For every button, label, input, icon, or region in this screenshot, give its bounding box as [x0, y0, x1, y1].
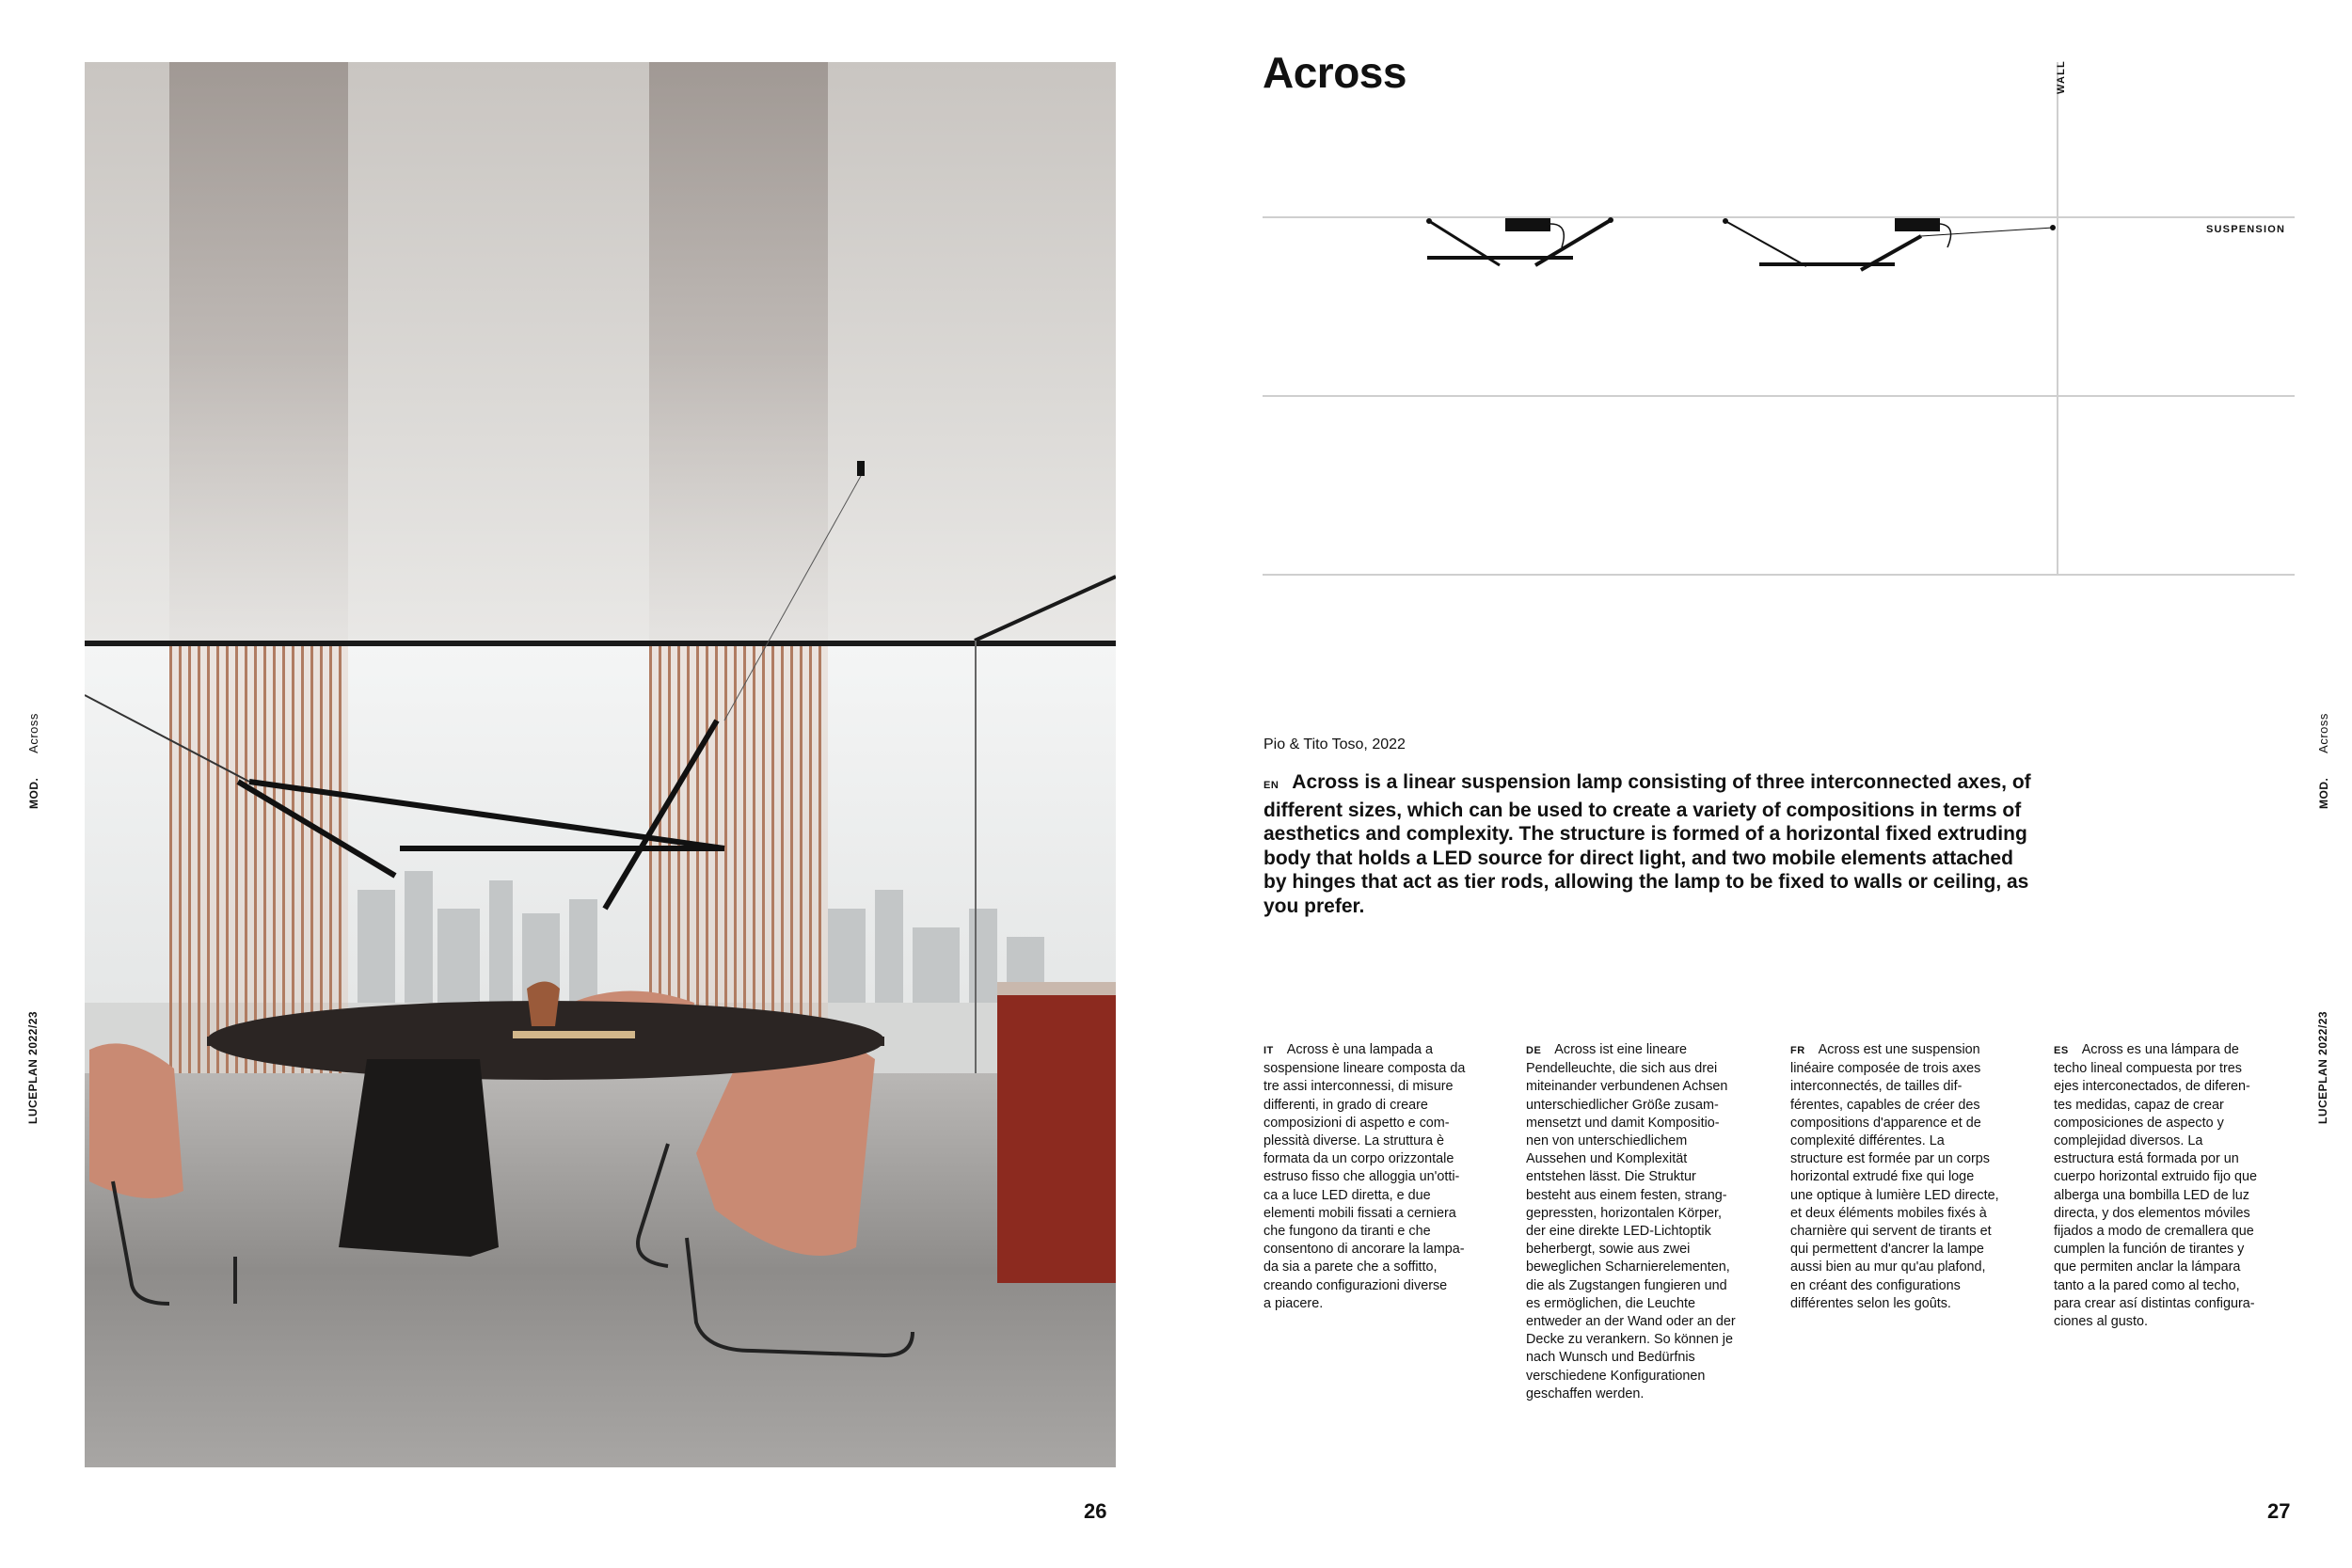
label-wall: WALL — [2056, 60, 2067, 94]
configuration-diagram — [1263, 62, 2295, 578]
interior-scene-image — [85, 62, 1116, 1467]
column-text-es: Across es una lámpara de techo lineal compuesta por tres ejes interconectados, de diferen- tes medidas, capaz de crear composiciones de aspecto y complejidad diversos. La estructura está formada por un cuerpo horizontal extruido fijo que alberga una bombilla LED de luz directa, y dos elementos móviles fijados a modo de cremallera que cumplen la función de tirantes y que permiten anclar la lámpara tanto a la pared como al techo, para crear así distintas configura- ciones al gusto. — [2054, 1042, 2257, 1330]
right-side-label-mod — [2316, 713, 2330, 809]
designer-credit: Pio & Tito Toso, 2022 — [1263, 736, 1406, 752]
lang-tag-fr: FR — [1790, 1045, 1805, 1056]
product-photo — [85, 62, 1116, 1467]
column-text-de: Across ist eine lineare Pendelleuchte, die sich aus drei miteinander verbundenen Achsen unterschiedlicher Größe zusam- mensetzt und damit Kompositio- nen von unterschiedlichem Aussehen und Komplexität entstehen lässt. Die Struktur besteht aus einem festen, strang- gepressten, horizontalen Körper, der eine direkte LED-Lichtoptik beherbergt, sowie aus zwei beweglichen Scharnierelementen, die als Zugstangen fungieren und es ermöglichen, die Leuchte entweder an der Wand oder an der Decke zu verankern. So können je nach Wunsch und Bedürfnis verschiedene Konfigurationen geschaffen werden. — [1526, 1042, 1736, 1402]
side-label-prefix-right: MOD. — [2317, 777, 2330, 809]
left-side-label-mod — [26, 713, 40, 809]
text-column-fr — [1790, 1041, 2028, 1313]
column-text-it: Across è una lampada a sospensione lineare composta da tre assi interconnessi, di misure differenti, in grado di creare composizioni di aspetto e com- plessità diverse. La struttura è formata da un corpo orizzontale estruso fisso che alloggia un'otti- ca a luce LED diretta, e due elementi mobili fissati a cerniera che fungono da tiranti e che consentono di ancorare la lampa- da sia a parete che a soffitto, creando configurazioni diverse a piacere. — [1263, 1042, 1466, 1311]
lang-tag-es: ES — [2054, 1045, 2069, 1056]
side-label-prefix: MOD. — [27, 777, 40, 809]
wall-suspension-grid — [1263, 62, 2295, 578]
text-column-it — [1263, 1041, 1502, 1313]
text-column-es — [2054, 1041, 2292, 1331]
lang-tag-de: DE — [1526, 1045, 1542, 1056]
label-suspension: SUSPENSION — [2206, 224, 2286, 235]
intro-en — [1263, 770, 2035, 919]
side-label-name-right: Across — [2316, 713, 2330, 753]
page-title: Across — [1263, 48, 1406, 97]
right-side-catalog: LUCEPLAN 2022/23 — [2316, 1010, 2329, 1124]
left-side-catalog: LUCEPLAN 2022/23 — [26, 1010, 40, 1124]
side-label-name: Across — [26, 713, 40, 753]
lamp-diagram-1 — [1427, 218, 1613, 266]
page-number-right: 27 — [2267, 1499, 2291, 1523]
page-number-left: 26 — [1084, 1499, 1107, 1523]
lang-tag-it: IT — [1263, 1045, 1274, 1056]
intro-text: Across is a linear suspension lamp consisting of three interconnected axes, of different sizes, which can be used to create a variety of compositions in terms of aesthetics and complexity. The structure is formed of a horizontal fixed extruding body that holds a LED source for direct light, and two mobile elements attached by hinges that act as tier rods, allowing the lamp to be fixed to walls or ceiling, as you prefer. — [1263, 771, 2031, 917]
column-text-fr: Across est une suspension linéaire composée de trois axes interconnectés, de tailles dif- férentes, capables de créer des compositions d'apparence et de complexité différentes. La structure est formée par un corps horizontal extrudé fixe qui loge une optique à lumière LED directe, et deux éléments mobiles fixés à charnière qui servent de tirants et qui permettent d'ancrer la lampe aussi bien au mur qu'au plafond, en créant des configurations différentes selon les goûts. — [1790, 1042, 1999, 1311]
lang-tag-en: EN — [1263, 780, 1279, 791]
lamp-diagram-2 — [1724, 218, 2056, 270]
text-column-de — [1526, 1041, 1764, 1403]
